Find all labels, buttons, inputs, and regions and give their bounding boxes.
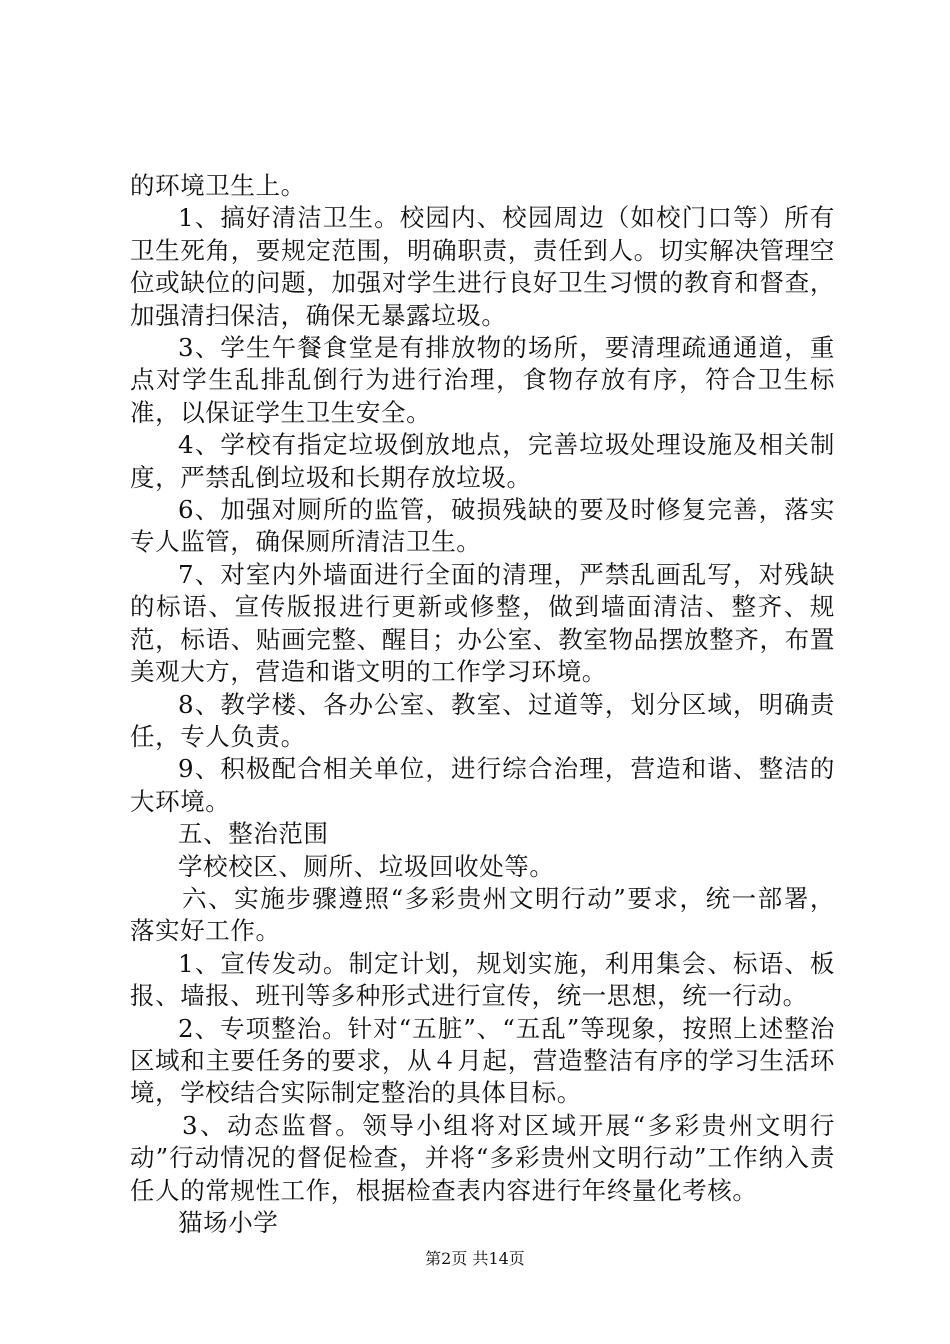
paragraph-step-2: 2、专项整治。针对“五脏”、“五乱”等现象，按照上述整治区域和主要任务的要求，从４月起，营造整洁有序的学习生活环境，学校结合实际制定整治的具体目标。 (130, 1013, 835, 1108)
paragraph-item-7: 7、对室内外墙面进行全面的清理，严禁乱画乱写，对残缺的标语、宣传版报进行更新或修整，做到墙面清洁、整齐、规范，标语、贴画完整、醒目；办公室、教室物品摆放整齐，布置美观大方，营造和谐文明的工作学习环境。 (130, 559, 835, 687)
paragraph-item-6: 6、加强对厕所的监管，破损残缺的要及时修复完善，落实专人监管，确保厕所清洁卫生。 (130, 495, 835, 557)
paragraph-step-3: 3、动态监督。领导小组将对区域开展“多彩贵州文明行动”行动情况的督促检查，并将“多彩贵州文明行动”工作纳入责任人的常规性工作，根据检查表内容进行年终量化考核。 (130, 1110, 835, 1205)
paragraph-scope: 学校校区、厕所、垃圾回收处等。 (178, 851, 555, 881)
paragraph-step-1: 1、宣传发动。制定计划，规划实施，利用集会、标语、板报、墙报、班刊等多种形式进行宣传，统一思想，统一行动。 (130, 948, 835, 1011)
section-heading-steps: 六、实施步骤遵照“多彩贵州文明行动”要求，统一部署，落实好工作。 (130, 883, 835, 946)
paragraph-item-4: 4、学校有指定垃圾倒放地点，完善垃圾处理设施及相关制度，严禁乱倒垃圾和长期存放垃圾。 (130, 430, 835, 492)
signature-school-name: 猫场小学 (178, 1208, 279, 1237)
paragraph-item-9: 9、积极配合相关单位，进行综合治理，营造和谐、整洁的大环境。 (130, 754, 835, 816)
page-footer (0, 1246, 950, 1269)
section-heading-scope: 五、整治范围 (178, 819, 329, 849)
paragraph-item-1: 1、搞好清洁卫生。校园内、校园周边（如校门口等）所有卫生死角，要规定范围，明确职责，责任到人。切实解决管理空位或缺位的问题，加强对学生进行良好卫生习惯的教育和督查，加强清扫保洁，确保无暴露垃圾。 (130, 203, 835, 330)
paragraph-continuation: 的环境卫生上。 (130, 171, 306, 200)
paragraph-item-3: 3、学生午餐食堂是有排放物的场所，要清理疏通通道，重点对学生乱排乱倒行为进行治理，食物存放有序，符合卫生标准，以保证学生卫生安全。 (130, 333, 835, 427)
paragraph-item-8: 8、教学楼、各办公室、教室、过道等，划分区域，明确责任，专人负责。 (130, 689, 835, 751)
document-body (130, 170, 835, 1239)
page-indicator: 第2页 共14页 (425, 1249, 525, 1268)
